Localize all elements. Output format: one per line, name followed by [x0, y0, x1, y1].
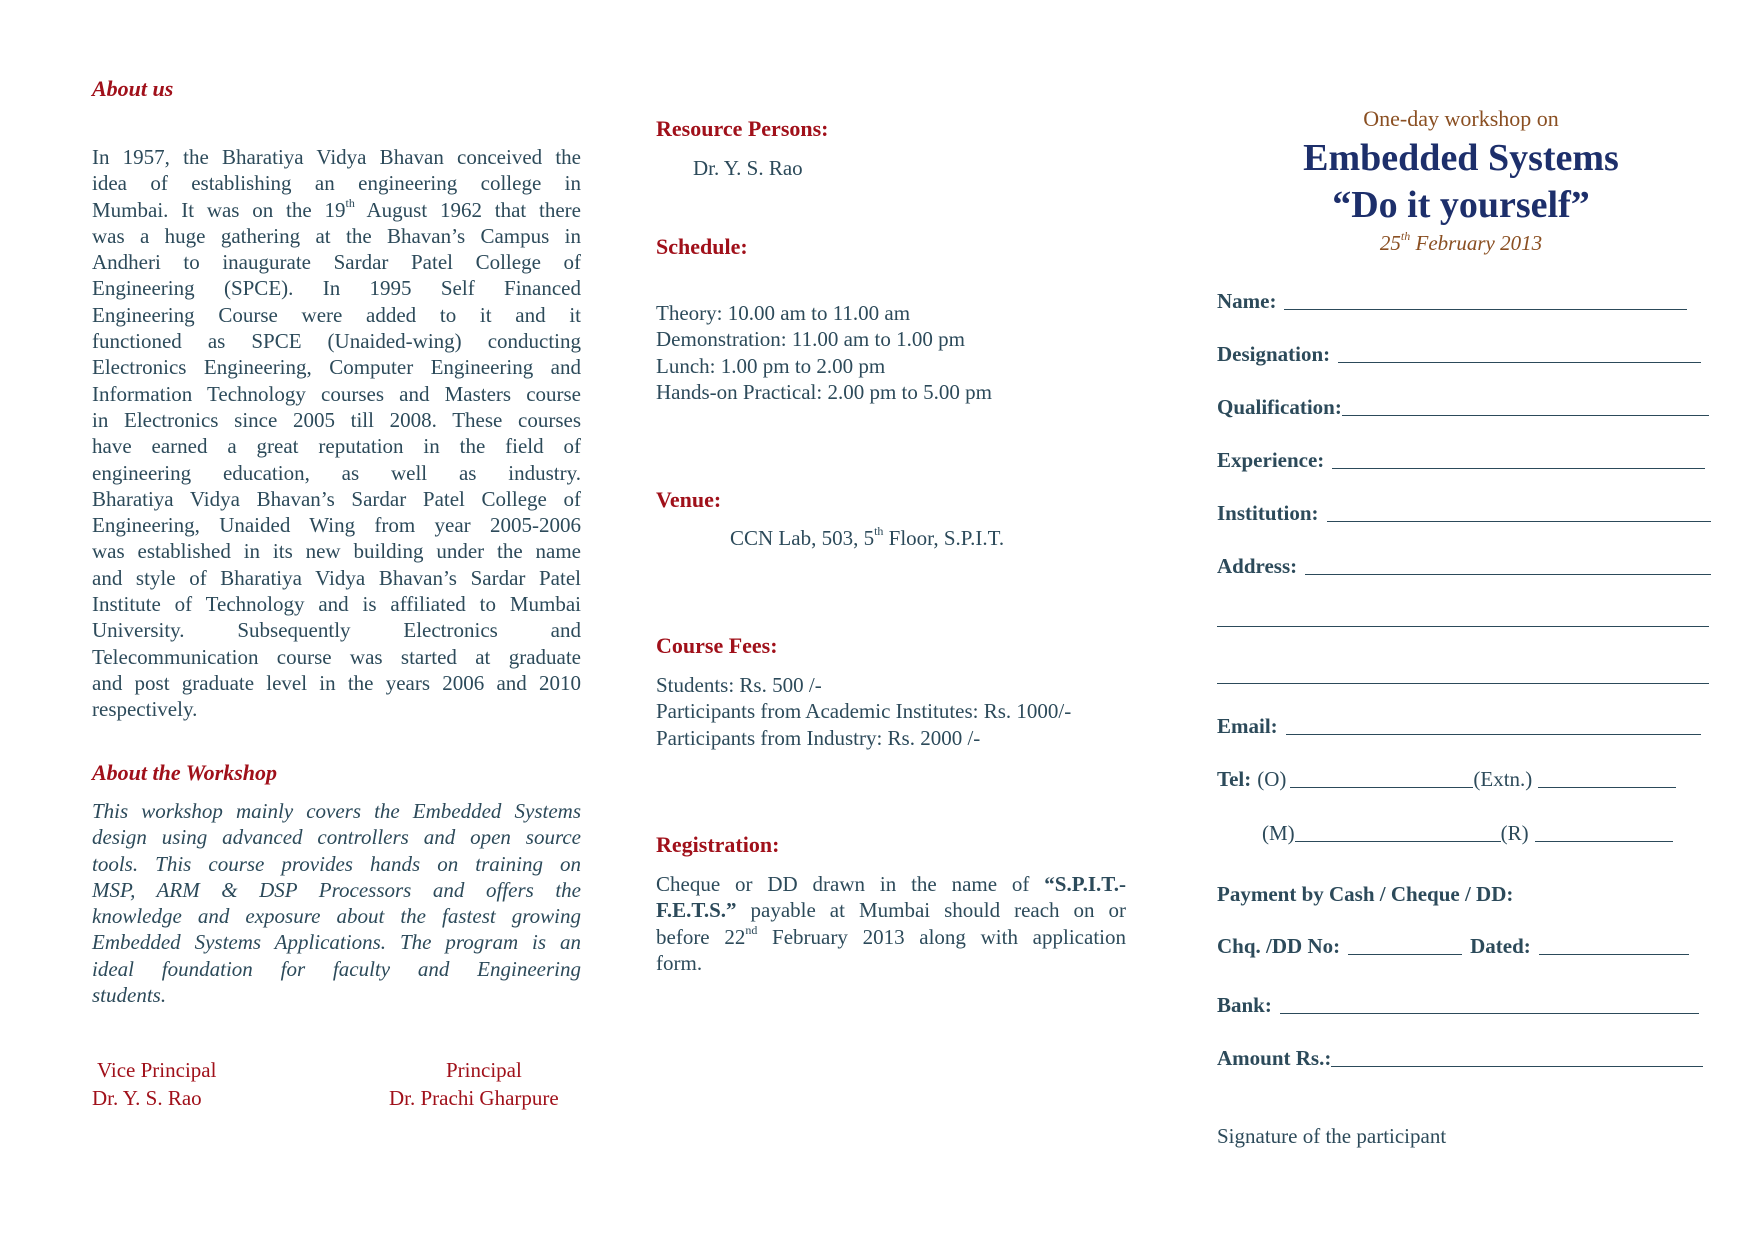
amount-line[interactable]	[1331, 1066, 1703, 1067]
fee-item: Students: Rs. 500 /-	[656, 673, 822, 697]
about-line: was a huge gathering at the Bhavan’s Campus in	[92, 223, 581, 248]
signature-label: Signature of the participant	[1217, 1124, 1447, 1148]
reg-bold: “S.P.I.T.-	[1044, 872, 1126, 896]
course-fees-heading: Course Fees:	[656, 633, 778, 658]
tel-office-line[interactable]	[1290, 787, 1473, 788]
resource-persons-heading: Resource Persons:	[656, 116, 829, 141]
designation-line[interactable]	[1338, 362, 1701, 363]
name-label: Name:	[1217, 289, 1277, 313]
about-line: Information Technology courses and Masters course	[92, 381, 581, 406]
tel-m-label: (M)	[1262, 821, 1295, 845]
amount-field[interactable]	[1217, 1037, 1703, 1071]
about-line-text: August 1962 that there	[354, 197, 581, 222]
about-line: idea of establishing an engineering college in	[92, 171, 581, 196]
workshop-line: ideal foundation for faculty and Engineering	[92, 956, 581, 981]
vice-principal-name: Dr. Y. S. Rao	[92, 1086, 202, 1110]
institution-label: Institution:	[1217, 501, 1319, 525]
about-line: have earned a great reputation in the field of	[92, 434, 581, 459]
principal-name: Dr. Prachi Gharpure	[389, 1086, 559, 1110]
email-field[interactable]	[1217, 705, 1701, 739]
tel-residence-line[interactable]	[1535, 841, 1673, 842]
reg-text: before 22	[656, 924, 746, 949]
workshop-line: Embedded Systems Applications. The program is an	[92, 930, 581, 955]
institution-line[interactable]	[1327, 521, 1711, 522]
workshop-line: design using advanced controllers and open source	[92, 825, 581, 850]
dated-label: Dated:	[1470, 934, 1531, 958]
tel-o-label: (O)	[1257, 767, 1287, 791]
qualification-line[interactable]	[1342, 415, 1709, 416]
about-line: respectively.	[92, 697, 198, 722]
date-sup: th	[1400, 229, 1411, 243]
schedule-item: Theory: 10.00 am to 11.00 am	[656, 301, 911, 325]
principal-title: Principal	[446, 1058, 522, 1082]
about-line: was established in its new building under the name	[92, 539, 581, 564]
about-line-text: Mumbai. It was on the 19	[92, 197, 346, 222]
email-label: Email:	[1217, 714, 1278, 738]
schedule-item: Lunch: 1.00 pm to 2.00 pm	[656, 353, 886, 378]
designation-label: Designation:	[1217, 342, 1331, 366]
tel-mobile-line[interactable]	[1295, 841, 1501, 842]
about-line: University. Subsequently Electronics and	[92, 618, 581, 643]
cheque-no-label: Chq. /DD No:	[1217, 934, 1341, 958]
dated-line[interactable]	[1539, 954, 1689, 955]
about-line: Bharatiya Vidya Bhavan’s Sardar Patel College of	[92, 486, 581, 511]
tel-label: Tel:	[1217, 767, 1252, 791]
about-line: in Electronics since 2005 till 2008. These courses	[92, 407, 581, 432]
about-line: functioned as SPCE (Unaided-wing) conducting	[92, 329, 581, 354]
tel-extn-label: (Extn.)	[1473, 767, 1533, 791]
address-field[interactable]	[1217, 545, 1711, 579]
workshop-line: MSP, ARM & DSP Processors and offers the	[92, 877, 581, 902]
venue-post: Floor, S.P.I.T.	[883, 526, 1005, 550]
qualification-field[interactable]	[1217, 386, 1709, 420]
bank-line[interactable]	[1280, 1013, 1699, 1014]
schedule-item: Demonstration: 11.00 am to 1.00 pm	[656, 327, 965, 352]
reg-text: February 2013 along with application	[757, 924, 1126, 949]
experience-line[interactable]	[1332, 468, 1705, 469]
workshop-line: tools. This course provides hands on training on	[92, 851, 581, 876]
schedule-item: Hands-on Practical: 2.00 pm to 5.00 pm	[656, 379, 992, 404]
tel-extn-line[interactable]	[1538, 787, 1676, 788]
workshop-date	[1217, 231, 1705, 256]
payment-heading: Payment by Cash / Cheque / DD:	[1217, 882, 1514, 906]
about-us-text	[92, 144, 581, 723]
workshop-line: knowledge and exposure about the fastest growing	[92, 904, 581, 929]
fee-item: Participants from Academic Institutes: Rs. 1000/-	[656, 699, 1072, 724]
about-line: and post graduate level in the years 2006 and 2010	[92, 670, 581, 695]
about-line: In 1957, the Bharatiya Vidya Bhavan conceived the	[92, 145, 581, 169]
reg-sup: nd	[745, 922, 758, 937]
about-line: Telecommunication course was started at graduate	[92, 644, 581, 669]
tel-office-row	[1217, 758, 1676, 792]
address-line-3[interactable]	[1217, 683, 1709, 684]
about-workshop-text	[92, 798, 581, 1008]
venue-heading: Venue:	[656, 487, 722, 512]
about-us-heading: About us	[92, 76, 174, 101]
vice-principal-title: Vice Principal	[97, 1058, 217, 1082]
qualification-label: Qualification:	[1217, 395, 1342, 419]
venue-pre: CCN Lab, 503, 5	[730, 526, 875, 550]
schedule-heading: Schedule:	[656, 234, 748, 259]
tel-mobile-row	[1262, 812, 1673, 846]
reg-bold: F.E.T.S.”	[656, 898, 737, 923]
workshop-line: This workshop mainly covers the Embedded Systems	[92, 799, 581, 823]
about-line	[92, 197, 581, 223]
address-line[interactable]	[1305, 574, 1711, 575]
name-line[interactable]	[1284, 309, 1687, 310]
resource-person-name: Dr. Y. S. Rao	[693, 156, 803, 180]
venue-text	[730, 525, 1004, 551]
about-workshop-heading: About the Workshop	[92, 760, 278, 785]
about-line: Engineering, Unaided Wing from year 2005-2006	[92, 513, 581, 538]
registration-text	[656, 871, 1126, 976]
about-line: engineering education, as well as industry.	[92, 460, 581, 485]
fees-list	[656, 672, 1126, 751]
reg-text: payable at Mumbai should reach on or	[736, 898, 1126, 923]
bank-field[interactable]	[1217, 984, 1699, 1018]
venue-sup: th	[874, 524, 884, 538]
cheque-no-line[interactable]	[1348, 954, 1462, 955]
registration-line: form.	[656, 950, 703, 975]
workshop-subtitle: One-day workshop on	[1363, 106, 1559, 131]
about-line: Engineering Course were added to it and it	[92, 302, 581, 327]
date-day: 25	[1379, 231, 1401, 255]
bank-label: Bank:	[1217, 993, 1272, 1017]
about-line: Electronics Engineering, Computer Engineering and	[92, 355, 581, 380]
experience-label: Experience:	[1217, 448, 1325, 472]
workshop-line: students.	[92, 983, 167, 1008]
address-label: Address:	[1217, 554, 1298, 578]
registration-line	[656, 924, 1126, 950]
about-line: Institute of Technology and is affiliated to Mumbai	[92, 592, 581, 617]
registration-line	[656, 871, 1126, 897]
schedule-list	[656, 300, 1126, 405]
workshop-title: Embedded Systems	[1303, 137, 1619, 179]
name-field[interactable]	[1217, 280, 1687, 314]
amount-label: Amount Rs.:	[1217, 1046, 1332, 1070]
fee-item: Participants from Industry: Rs. 2000 /-	[656, 725, 981, 750]
about-sup: th	[345, 195, 355, 210]
registration-line	[656, 897, 1126, 923]
address-line-2[interactable]	[1217, 626, 1709, 627]
about-line: Andheri to inaugurate Sardar Patel College of	[92, 250, 581, 275]
reg-text: Cheque or DD drawn in the name of	[656, 872, 1045, 896]
tel-r-label: (R)	[1500, 821, 1529, 845]
date-month-year: February 2013	[1410, 231, 1543, 255]
registration-heading: Registration:	[656, 832, 780, 857]
designation-field[interactable]	[1217, 333, 1701, 367]
cheque-row	[1217, 925, 1689, 959]
institution-field[interactable]	[1217, 492, 1711, 526]
about-line: Engineering (SPCE). In 1995 Self Financed	[92, 276, 581, 301]
experience-field[interactable]	[1217, 439, 1705, 473]
workshop-tagline: “Do it yourself”	[1332, 184, 1590, 226]
about-line: and style of Bharatiya Vidya Bhavan’s Sardar Patel	[92, 565, 581, 590]
email-line[interactable]	[1286, 734, 1701, 735]
